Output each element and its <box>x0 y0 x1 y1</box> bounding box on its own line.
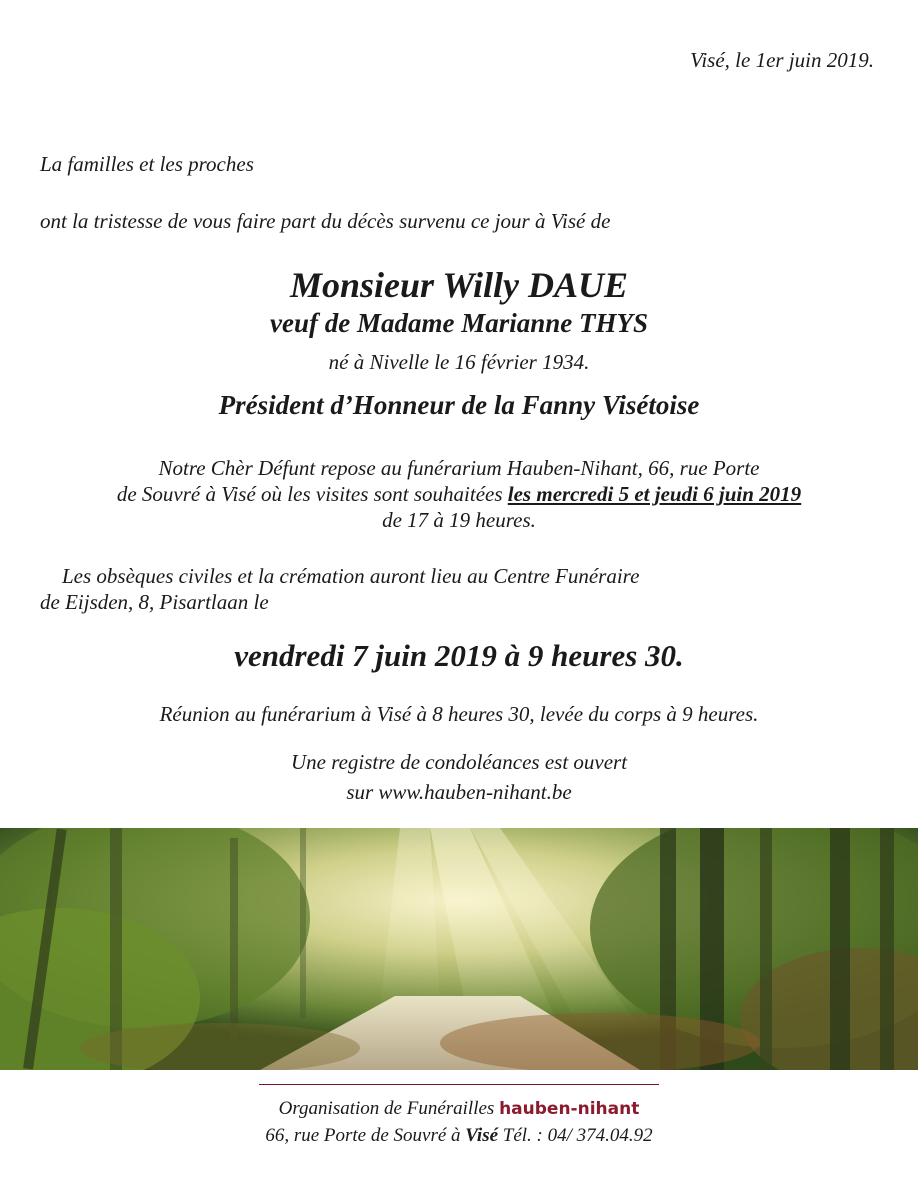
condolences-website: sur www.hauben-nihant.be <box>346 780 572 804</box>
ceremony-date: vendredi 7 juin 2019 à 9 heures 30. <box>234 638 684 673</box>
intro-line-1: La familles et les proches <box>40 152 254 176</box>
intro-line-2: ont la tristesse de vous faire part du décès survenu ce jour à Visé de <box>40 209 611 233</box>
condolences <box>0 747 918 807</box>
funeral-paragraph <box>40 563 800 615</box>
condolences-line-1: Une registre de condoléances est ouvert <box>290 750 628 774</box>
visits-line-1: Notre Chèr Défunt repose au funérarium Hauben-Nihant, 66, rue Porte <box>158 456 760 480</box>
visits-line-2-text: de Souvré à Visé où les visites sont souhaitées <box>116 482 508 506</box>
footer-organisation <box>0 1098 918 1120</box>
brand-logo: hauben-nihant <box>499 1099 640 1119</box>
date-line: Visé, le 1er juin 2019. <box>690 48 874 72</box>
address-city: Visé <box>465 1125 499 1146</box>
funeral-line-2: de Eijsden, 8, Pisartlaan le <box>40 590 269 614</box>
honorary-title: Président d’Honneur de la Fanny Visétoise <box>218 390 700 420</box>
widow-of: veuf de Madame Marianne THYS <box>270 308 648 338</box>
visits-line-3: de 17 à 19 heures. <box>382 508 536 532</box>
visits-paragraph <box>0 455 918 533</box>
birth-info: né à Nivelle le 16 février 1934. <box>328 350 590 374</box>
footer-divider <box>259 1084 659 1085</box>
deceased-name: Monsieur Willy DAUE <box>289 265 629 305</box>
funeral-line-1: Les obsèques civiles et la crémation auront lieu au Centre Funéraire <box>62 564 640 588</box>
phone-number: Tél. : 04/ 374.04.92 <box>498 1125 653 1146</box>
org-prefix: Organisation de Funérailles <box>278 1098 500 1119</box>
visits-line-2 <box>0 481 918 507</box>
visit-dates: les mercredi 5 et jeudi 6 juin 2019 <box>507 482 802 506</box>
forest-path-illustration <box>0 828 918 1070</box>
gathering-info: Réunion au funérarium à Visé à 8 heures 30, levée du corps à 9 heures. <box>159 702 759 726</box>
footer-address <box>0 1125 918 1147</box>
address-prefix: 66, rue Porte de Souvré à <box>265 1125 466 1146</box>
